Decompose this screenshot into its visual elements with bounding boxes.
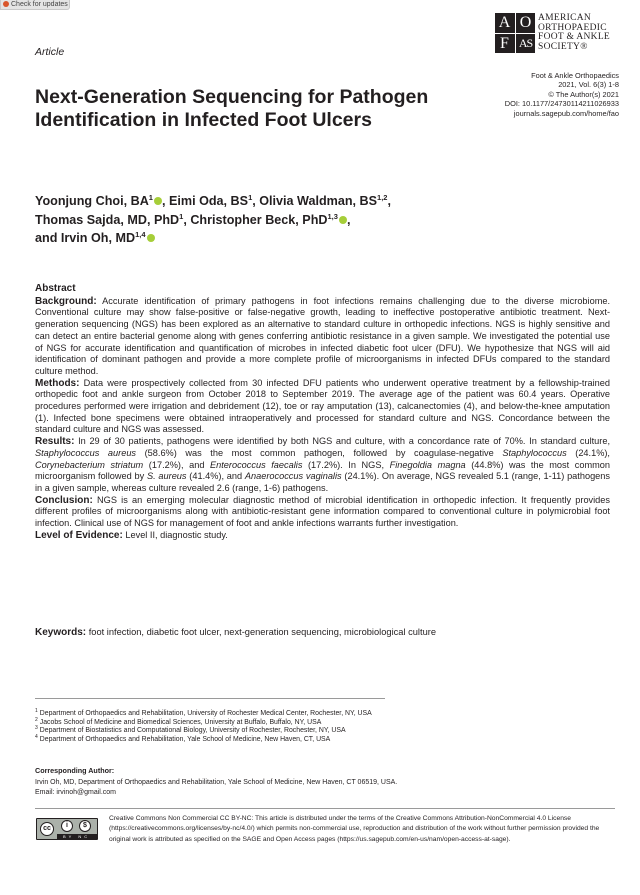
logo-letter: F (495, 34, 514, 53)
footnote-number: 2 (35, 716, 38, 723)
logo-letter: O (516, 13, 535, 32)
corresponding-address: Irvin Oh, MD, Department of Orthopaedics and Rehabilitation, Yale School of Medicine, New Haven, CT 06519, USA. (35, 778, 398, 786)
logo-letter: AS (516, 34, 535, 53)
author-separator: , (161, 194, 169, 208)
level-of-evidence (35, 530, 610, 542)
results-label: Results: (35, 436, 75, 448)
author: Thomas Sajda, MD, PhD (35, 212, 180, 227)
conclusion-label: Conclusion: (35, 494, 93, 506)
species-name: Staphylococcus aureus (35, 447, 137, 458)
license-divider (35, 808, 615, 809)
results-text: (44.8%) was the most common microorganism followed by (35, 459, 610, 482)
results-text: (17.2%), and (143, 459, 211, 470)
logo-letter: A (495, 13, 514, 32)
footnote-divider (35, 698, 385, 699)
abstract-background (35, 296, 610, 378)
cc-badge-label: BY NC (57, 834, 97, 839)
orcid-icon[interactable] (339, 216, 347, 224)
results-text: (24.1%). On average, NGS revealed 5.1 (range, 1-11) pathogens in a given sample, whereas culture revealed 2.6 (range, 1-6) pathogens. (35, 471, 610, 493)
corresponding-email[interactable]: Email: irvinoh@gmail.com (35, 789, 117, 796)
logo-line: FOOT & ANKLE (538, 32, 611, 43)
results-text: In 29 of 30 patients, pathogens were identified by both NGS and culture, with a concordance rate of 70%. In standard culture, (78, 436, 610, 447)
methods-text: Data were prospectively collected from 30 infected DFU patients who underwent operative treatment by a fellowship-trained orthopedic foot and ankle surgeon from October 2018 to September 2019. The average age of the patient was 60.4 years. Operative procedures performed were irrigation and debridement (12), toe or ray amputation (13), calcanectomies (4), and below-the-knee amputation (1). Infected bone specimens were obtained intraoperatively and processed for standard culture and NGS. Concordance between the standard culture and NGS was assessed. (35, 377, 610, 435)
author-separator: , (387, 194, 391, 208)
keywords-label: Keywords: (35, 627, 87, 638)
abstract-methods (35, 378, 610, 437)
doi[interactable]: DOI: 10.1177/24730114211026933 (504, 99, 619, 109)
results-text: (24.1%), (566, 447, 610, 458)
logo-line: SOCIETY® (538, 41, 588, 52)
footnote-number: 1 (35, 708, 38, 714)
author-affiliation: 1,3 (327, 211, 338, 221)
journal-url[interactable]: journals.sagepub.com/home/fao (513, 108, 619, 118)
results-text: (58.6%) was the most common pathogen, followed by coagulase-negative (136, 447, 503, 458)
author-separator: , (252, 194, 260, 208)
results-text: (41.4%), and (186, 471, 245, 482)
journal-name: Foot & Ankle Orthopaedics (531, 71, 619, 80)
logo-line: ORTHOPAEDIC (538, 22, 607, 33)
check-for-updates-badge[interactable] (0, 0, 70, 10)
author: Christopher Beck, PhD (190, 212, 328, 227)
author-affiliation: 1 (179, 211, 184, 221)
species-name: S. aureus (146, 471, 187, 482)
author: Olivia Waldman, BS (259, 194, 378, 208)
volume-info: 2021, Vol. 6(3) 1-8 (558, 80, 619, 90)
footnote (35, 734, 535, 746)
footnote-text: Department of Orthopaedics and Rehabilitation, University of Rochester Medical Center, Rochester, NY, USA (39, 710, 372, 717)
author-affiliation: 1,2 (377, 193, 388, 202)
footnote-number: 4 (35, 733, 38, 740)
author: Eimi Oda, BS (168, 194, 249, 208)
author-list (35, 192, 505, 248)
background-label: Background: (35, 295, 97, 307)
paper-title: Next-Generation Sequencing for Pathogen Identification in Infected Foot Ulcers (35, 86, 429, 131)
corresponding-label: Corresponding Author: (35, 766, 115, 775)
loe-text: Level II, diagnostic study. (125, 529, 228, 540)
publication-info (505, 71, 619, 118)
cc-icon: cc (40, 822, 54, 836)
logo-wordmark (538, 14, 610, 52)
footnote-text: Department of Biostatistics and Computational Biology, University of Rochester, Rochester, NY, USA (39, 727, 346, 735)
abstract-conclusion (35, 495, 610, 530)
author-separator: , (346, 212, 351, 227)
nc-icon: $ (79, 820, 91, 832)
orcid-icon[interactable] (147, 234, 155, 242)
species-name: Staphylococcus (502, 447, 567, 458)
license-text: Creative Commons Non Commercial CC BY-NC: This article is distributed under the terms of the Creative Commons Attribution-NonCommercial 4.0 License (https://creativecommons.org/licenses/by-nc/4.0/) which permits non-commercial use, reproduction and distribution of the work without further permission provided the original work is attributed as specified on the SAGE and Open Access pages (https://us.sagepub.com/en-us/nam/open-access-at-sage). (109, 815, 600, 843)
logo-line: AMERICAN (538, 13, 592, 23)
background-text: Accurate identification of primary pathogens in foot infections remains challenging due to the diverse microbiome. Conventional culture may show false-positive or false-negative growth, leading to ineffective postoperative antibiotic treatment. Next-generation sequencing (NGS) has been explored as an alternative to standard culture in orthopedic infections. NGS is highly sensitive and can detect an entire bacterial genome along with genes conferring antibiotic resistance in a given sample. We investigated the potential use of NGS for accurate identification and quantification of microbes in infected diabetic foot ulcer (DFU). We hypothesize that NGS will aid identification of dominant pathogen and provide a more complete profile of microorganisms in infected DFUs compared to the standard culture method. (35, 295, 611, 376)
keywords (35, 626, 610, 639)
abstract (35, 283, 610, 541)
article-type-label: Article (35, 46, 65, 58)
footnote-text: Jacobs School of Medicine and Biomedical Sciences, University at Buffalo, Buffalo, NY, USA (39, 718, 322, 726)
author-affiliation: 1 (248, 193, 253, 202)
footnote-number: 3 (35, 725, 38, 732)
check-updates-icon (3, 1, 9, 7)
abstract-results (35, 436, 610, 495)
methods-label: Methods: (35, 377, 80, 389)
corresponding-author (35, 766, 535, 799)
species-name: Anaerococcus vaginalis (244, 471, 342, 482)
logo-monogram (495, 13, 535, 53)
conclusion-text: NGS is an emerging molecular diagnostic method of microbial identification in orthopedic infection. It frequently provides different profiles of microorganisms along with antibiotic-resistant gene information compared to conventional culture in polymicrobial foot infection. Clinical use of NGS for management of foot and ankle infections warrants further investigation. (35, 494, 610, 529)
loe-label: Level of Evidence: (35, 529, 123, 541)
footnote-text: Department of Orthopaedics and Rehabilitation, Yale School of Medicine, New Haven, CT, USA (39, 735, 331, 743)
by-icon: i (61, 820, 73, 832)
author-separator: , (183, 212, 191, 227)
journal-logo (495, 13, 635, 58)
results-text: (17.2%). In NGS, (302, 459, 390, 470)
author-affiliation: 1,4 (135, 230, 146, 239)
affiliation-footnotes (35, 708, 535, 745)
species-name: Enterococcus faecalis (210, 459, 303, 470)
keywords-text: foot infection, diabetic foot ulcer, next-generation sequencing, microbiological culture (88, 627, 437, 637)
orcid-icon[interactable] (154, 197, 162, 205)
check-updates-label: Check for updates (11, 1, 68, 8)
author-affiliation: 1 (148, 193, 153, 202)
species-name: Finegoldia magna (389, 459, 466, 470)
cc-license-badge[interactable] (36, 818, 98, 840)
copyright: © The Author(s) 2021 (548, 89, 619, 99)
species-name: Corynebacterium striatum (35, 459, 144, 470)
author: Yoonjung Choi, BA (35, 194, 149, 208)
author: and Irvin Oh, MD (35, 231, 136, 245)
abstract-heading: Abstract (35, 283, 76, 294)
